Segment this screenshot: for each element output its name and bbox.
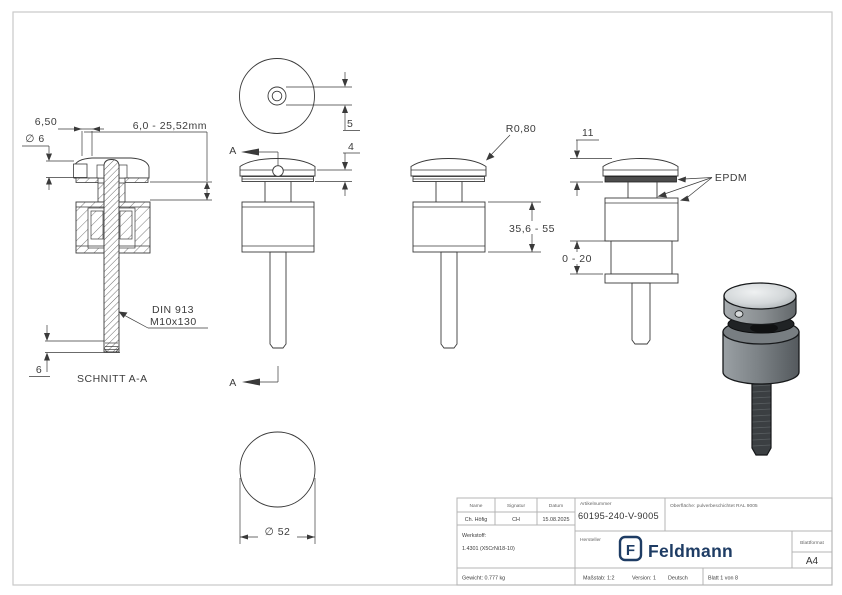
surface-finish: Oberfläche: pulverbeschichtet RAL 9005 xyxy=(670,504,758,509)
dim-4-label: 4 xyxy=(348,141,355,153)
manufacturer-label: Hersteller xyxy=(580,538,601,543)
author-name: Ch. Höfig xyxy=(464,517,488,523)
logo-letter: F xyxy=(625,542,636,559)
render-3d xyxy=(723,283,799,455)
top-view xyxy=(240,59,361,134)
sheet-frame xyxy=(13,12,832,585)
front-view xyxy=(229,141,360,389)
dim-6-label: 6 xyxy=(35,364,43,376)
weight-value: Gewicht: 0.777 kg xyxy=(462,575,506,582)
travel-range-label: 0 - 20 xyxy=(562,253,592,265)
bottom-view xyxy=(240,432,315,544)
sheet-format-label: Blattformat xyxy=(800,541,824,546)
sheet-number: Blatt 1 von 8 xyxy=(708,575,738,582)
scale-value: Maßstab: 1:2 xyxy=(583,575,615,582)
dia6-label: ∅ 6 xyxy=(25,133,45,145)
section-view-a-a xyxy=(22,116,212,385)
epdm-label: EPDM xyxy=(714,172,748,184)
dia52-label: ∅ 52 xyxy=(264,526,291,538)
schnitt-a-a-label: SCHNITT A-A xyxy=(77,373,148,385)
m10x130-label: M10x130 xyxy=(150,316,197,328)
din-913-label: DIN 913 xyxy=(152,304,195,316)
side-view xyxy=(411,123,560,348)
signature-header: Signatur xyxy=(506,504,526,509)
dim-5-label: 5 xyxy=(347,118,354,130)
section-letter-top: A xyxy=(229,145,237,157)
sheet-format-value: A4 xyxy=(805,556,819,567)
article-number-label: Artikelnummer xyxy=(580,502,612,507)
version-value: Version: 1 xyxy=(632,575,656,582)
drawing-date: 15.08.2025 xyxy=(542,517,570,523)
title-block xyxy=(457,498,832,585)
dim-650-label: 6,50 xyxy=(34,116,58,128)
section-letter-bottom: A xyxy=(229,377,237,389)
height-range-label: 35,6 - 55 xyxy=(509,223,555,235)
dim-11-label: 11 xyxy=(582,127,594,139)
date-header: Datum xyxy=(548,504,564,509)
logo-wordmark: Feldmann xyxy=(648,541,734,561)
name-header: Name xyxy=(469,504,483,509)
manufacturer-logo xyxy=(620,537,733,561)
author-signature: CH xyxy=(512,517,520,523)
epdm-view xyxy=(556,127,747,344)
article-number: 60195-240-V-9005 xyxy=(578,511,659,521)
glass-range-label: 6,0 - 25,52mm xyxy=(132,120,207,132)
language-value: Deutsch xyxy=(668,575,688,582)
material-value: 1.4301 (X5CrNi18-10) xyxy=(462,546,515,552)
radius-label: R0,80 xyxy=(505,123,537,135)
material-label: Werkstoff: xyxy=(462,533,487,539)
